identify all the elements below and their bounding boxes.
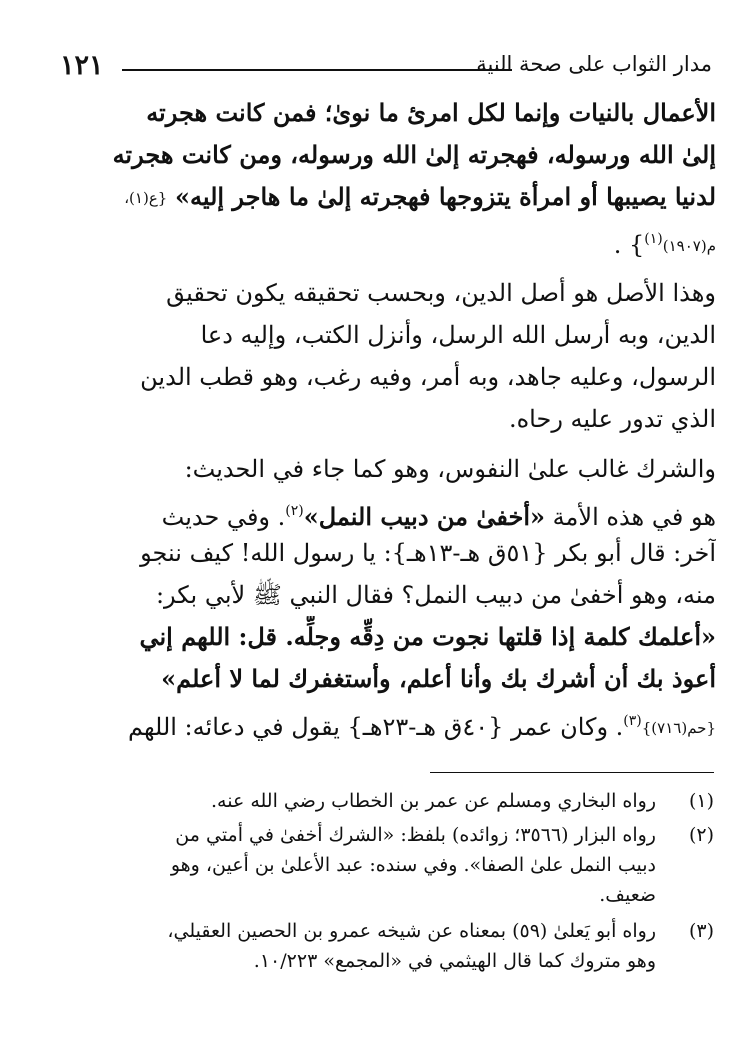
- text-line: [36, 176, 716, 218]
- footnote-number: (٣): [688, 920, 714, 942]
- footnote-line: وهو متروك كما قال الهيثمي في «المجمع» ١٠/٢٢٣.: [253, 950, 656, 972]
- text-line: منه، وهو أخفىٰ من دبيب النمل؟ فقال النبي ﷺ لأبي بكر:: [155, 581, 716, 609]
- footnote-1: [120, 786, 714, 816]
- reference-brace: }: [629, 231, 645, 259]
- footnote-rule: [430, 772, 714, 773]
- footnote-line: رواه البخاري ومسلم عن عمر بن الخطاب رضي الله عنه.: [210, 790, 656, 812]
- text-line: الرسول، وعليه جاهد، وبه أمر، وفيه رغب، وهو قطب الدين: [140, 363, 716, 391]
- principle-paragraph: [36, 272, 716, 440]
- hadith-reference: {ع(١)،: [124, 189, 168, 207]
- page-number: ١٢١: [60, 50, 104, 81]
- hadith-reference: م(١٩٠٧): [662, 237, 716, 255]
- text-line: وهذا الأصل هو أصل الدين، وبحسب تحقيقه يكون تحقيق: [166, 279, 716, 307]
- text-line: آخر: قال أبو بكر {٥١ق هـ-١٣هـ}: يا رسول الله! كيف ننجو: [140, 539, 716, 567]
- text-run: . وكان عمر {٤٠ق هـ-٢٣هـ} يقول في دعائه: اللهم: [127, 713, 624, 741]
- footnote-number: (٢): [688, 824, 714, 846]
- text-line: [36, 490, 716, 532]
- text-run: . وفي حديث: [161, 503, 286, 531]
- text-line: إلىٰ الله ورسوله، فهجرته إلىٰ الله ورسوله، ومن كانت هجرته: [112, 140, 716, 169]
- footnote-text: [120, 786, 656, 816]
- text-line: الذي تدور عليه رحاه.: [508, 405, 716, 433]
- text-run: هو في هذه الأمة: [552, 503, 716, 531]
- footnote-mark: (١): [644, 231, 663, 247]
- footnote-line: ضعيف.: [599, 884, 656, 906]
- hadith-end-text: لدنيا يصيبها أو امرأة يتزوجها فهجرته إلىٰ ما هاجر إليه»: [174, 182, 716, 211]
- hadith-paragraph: [36, 92, 716, 260]
- footnotes: [120, 786, 714, 976]
- shirk-paragraph: [36, 448, 716, 742]
- footnote-number: (١): [688, 790, 714, 812]
- text-line: والشرك غالب علىٰ النفوس، وهو كما جاء في الحديث:: [184, 455, 716, 483]
- text-line: [36, 218, 716, 260]
- footnote-2: [120, 820, 714, 910]
- footnote-line: دبيب النمل علىٰ الصفا». وفي سنده: عبد الأعلىٰ بن أعين، وهو: [170, 854, 656, 876]
- footnote-mark: (٣): [623, 713, 642, 729]
- text-line: الأعمال بالنيات وإنما لكل امرئ ما نوىٰ؛ فمن كانت هجرته: [146, 98, 716, 127]
- text-line: [36, 700, 716, 742]
- footnote-line: رواه البزار (٣٥٦٦؛ زوائده) بلفظ: «الشرك أخفىٰ في أمتي من: [175, 824, 656, 846]
- footnote-mark: (٢): [285, 503, 304, 519]
- period: .: [613, 231, 622, 259]
- text-line: أعوذ بك أن أشرك بك وأنا أعلم، وأستغفرك لما لا أعلم»: [161, 664, 716, 693]
- header-rule: [122, 69, 512, 71]
- footnote-line: رواه أبو يَعلىٰ (٥٩) بمعناه عن شيخه عمرو بن الحصين العقيلي،: [167, 920, 656, 942]
- footnote-3: [120, 916, 714, 976]
- text-line: «أعلمك كلمة إذا قلتها نجوت من دِقِّه وجلِّه. قل: اللهم إني: [139, 622, 716, 651]
- hadith-quote: «أخفىٰ من دبيب النمل»: [303, 502, 546, 531]
- hadith-reference: {حم(٧١٦)}: [641, 719, 716, 737]
- footnote-text: [120, 916, 656, 976]
- text-line: الدين، وبه أرسل الله الرسل، وأنزل الكتب، وإليه دعا: [200, 321, 716, 349]
- footnote-text: [120, 820, 656, 910]
- page-header: [60, 48, 712, 88]
- running-title: مدار الثواب على صحة النية: [476, 52, 712, 76]
